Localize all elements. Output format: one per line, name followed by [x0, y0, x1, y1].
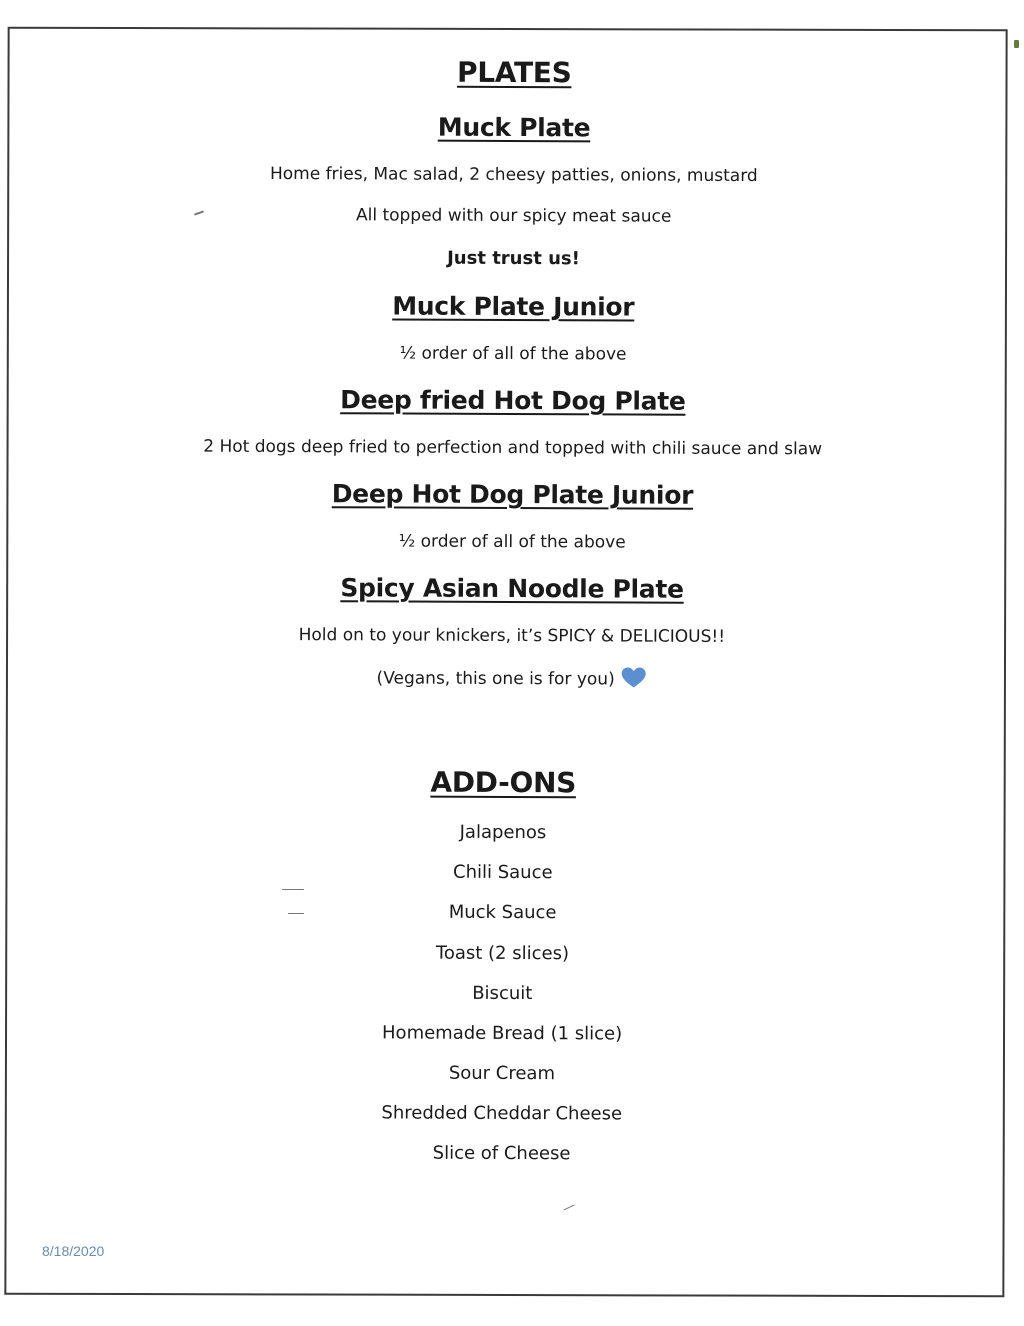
menu-page [3, 0, 1024, 1165]
heart-icon [621, 666, 647, 688]
addon-item: Biscuit [472, 982, 533, 1005]
plate-title-muck-plate: Muck Plate [437, 112, 591, 143]
addon-item: Chili Sauce [452, 861, 553, 884]
plate-title-deep-hot-dog-plate-junior: Deep Hot Dog Plate Junior [331, 479, 694, 510]
plate-title-spicy-asian-noodle-plate: Spicy Asian Noodle Plate [340, 573, 684, 604]
addon-item: Shredded Cheddar Cheese [381, 1102, 623, 1125]
scan-speck [282, 889, 304, 890]
plate-title-muck-plate-junior: Muck Plate Junior [392, 291, 635, 322]
plate-desc: (Vegans, this one is for you) [376, 668, 615, 690]
addon-item: Homemade Bread (1 slice) [382, 1022, 623, 1045]
plate-desc: 2 Hot dogs deep fried to perfection and topped with chili sauce and slaw [203, 436, 823, 460]
addon-item: Toast (2 slices) [435, 942, 570, 965]
plate-desc: ½ order of all of the above [399, 343, 627, 365]
print-date: 8/18/2020 [42, 1243, 105, 1259]
addons-heading: ADD-ONS [430, 765, 577, 800]
plates-heading: PLATES [456, 55, 572, 90]
plate-tagline: Just trust us! [447, 247, 580, 270]
plate-desc-row [0, 664, 1024, 691]
scan-speck [1014, 40, 1019, 48]
addon-item: Sour Cream [448, 1062, 556, 1085]
addon-item: Muck Sauce [448, 901, 557, 924]
plate-title-deep-fried-hot-dog-plate: Deep fried Hot Dog Plate [340, 385, 686, 416]
addon-item: Slice of Cheese [432, 1142, 571, 1165]
plate-desc: Hold on to your knickers, it’s SPICY & DELICIOUS!! [298, 625, 726, 647]
scan-speck [288, 913, 304, 914]
addon-item: Jalapenos [459, 821, 547, 844]
plate-desc: ½ order of all of the above [398, 531, 626, 553]
plate-desc: Home fries, Mac salad, 2 cheesy patties, onions, mustard [269, 163, 758, 187]
plate-desc: All topped with our spicy meat sauce [355, 205, 672, 227]
